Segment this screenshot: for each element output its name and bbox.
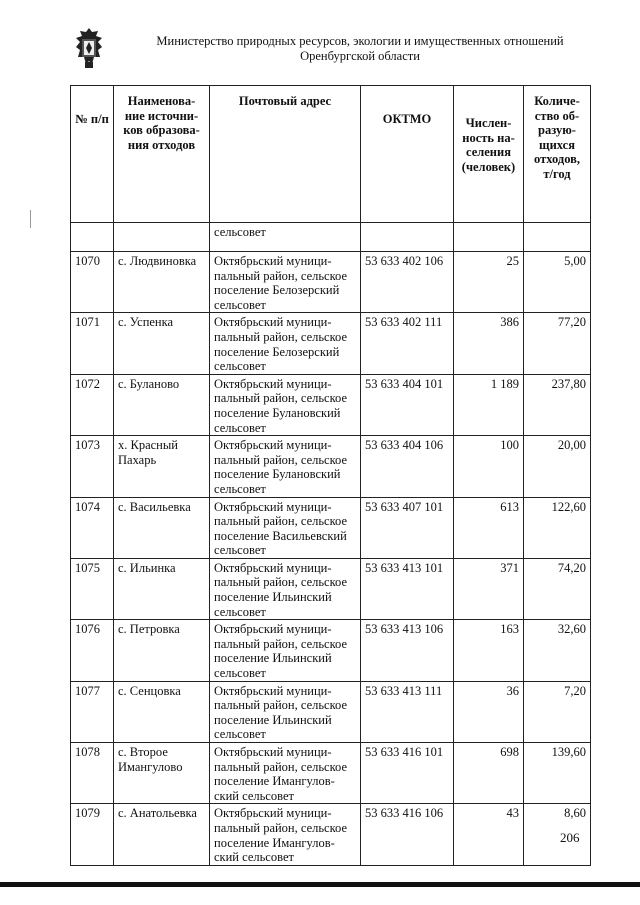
table-row xyxy=(71,436,591,497)
cell-waste: 77,20 xyxy=(524,313,591,374)
cell-num: 1073 xyxy=(71,436,114,497)
margin-mark xyxy=(30,210,31,228)
cell-name: с. Анатольевка xyxy=(114,804,210,865)
cell-address: Октябрьский муници-пальный район, сельское поселение Белозерский сельсовет xyxy=(210,313,361,374)
cell-address: Октябрьский муници-пальный район, сельское поселение Белозерский сельсовет xyxy=(210,252,361,313)
coat-of-arms-icon xyxy=(72,26,106,70)
cell-oktmo: 53 633 402 111 xyxy=(361,313,454,374)
header-num: № п/п xyxy=(71,86,114,223)
cell-num: 1078 xyxy=(71,743,114,804)
cell-population: 36 xyxy=(454,681,524,742)
cell-waste: 32,60 xyxy=(524,620,591,681)
cell-address: Октябрьский муници-пальный район, сельское поселение Имангулов-ский сельсовет xyxy=(210,743,361,804)
cell-population: 163 xyxy=(454,620,524,681)
table-row xyxy=(71,313,591,374)
cell-oktmo: 53 633 404 101 xyxy=(361,374,454,435)
cell-address: Октябрьский муници-пальный район, сельское поселение Имангулов-ский сельсовет xyxy=(210,804,361,865)
cell-num: 1079 xyxy=(71,804,114,865)
cell-num: 1070 xyxy=(71,252,114,313)
cell-population: 25 xyxy=(454,252,524,313)
cell-name: с. Успенка xyxy=(114,313,210,374)
cell-waste: 237,80 xyxy=(524,374,591,435)
header-name: Наименова-ние источни-ков образова-ния отходов xyxy=(114,86,210,223)
cell-num: 1076 xyxy=(71,620,114,681)
continuation-row xyxy=(71,223,591,252)
cell-num: 1077 xyxy=(71,681,114,742)
cell-name: с. Васильевка xyxy=(114,497,210,558)
cell-name: с. Второе Имангулово xyxy=(114,743,210,804)
table-row xyxy=(71,620,591,681)
cell-oktmo: 53 633 413 111 xyxy=(361,681,454,742)
cell-address: Октябрьский муници-пальный район, сельское поселение Ильинский сельсовет xyxy=(210,558,361,619)
cell-num: 1072 xyxy=(71,374,114,435)
cell-address: Октябрьский муници-пальный район, сельское поселение Васильевский сельсовет xyxy=(210,497,361,558)
cell-population: 613 xyxy=(454,497,524,558)
header-population: Числен-ность на-селения (человек) xyxy=(454,86,524,223)
table-row xyxy=(71,374,591,435)
continuation-text: сельсовет xyxy=(210,223,361,252)
cell-name: с. Ильинка xyxy=(114,558,210,619)
waste-sources-table xyxy=(70,85,591,866)
cell-address: Октябрьский муници-пальный район, сельское поселение Ильинский сельсовет xyxy=(210,681,361,742)
cell-waste: 139,60 xyxy=(524,743,591,804)
cell-name: с. Буланово xyxy=(114,374,210,435)
cell-num: 1074 xyxy=(71,497,114,558)
cell-population: 1 189 xyxy=(454,374,524,435)
cell-population: 698 xyxy=(454,743,524,804)
header-line-1: Министерство природных ресурсов, экологии и имущественных отношений xyxy=(156,34,564,48)
header-address: Почтовый адрес xyxy=(210,86,361,223)
cell-num: 1075 xyxy=(71,558,114,619)
cell-address: Октябрьский муници-пальный район, сельское поселение Булановский сельсовет xyxy=(210,436,361,497)
header-waste: Количе-ство об-разую-щихся отходов, т/год xyxy=(524,86,591,223)
cell-waste: 74,20 xyxy=(524,558,591,619)
table-row xyxy=(71,252,591,313)
cell-oktmo: 53 633 402 106 xyxy=(361,252,454,313)
cell-oktmo: 53 633 416 101 xyxy=(361,743,454,804)
table-row xyxy=(71,681,591,742)
table-row xyxy=(71,558,591,619)
header-oktmo: ОКТМО xyxy=(361,86,454,223)
header-line-2: Оренбургской области xyxy=(300,49,420,63)
document-header xyxy=(120,34,600,64)
cell-population: 371 xyxy=(454,558,524,619)
table-header-row xyxy=(71,86,591,223)
cell-address: Октябрьский муници-пальный район, сельское поселение Булановский сельсовет xyxy=(210,374,361,435)
cell-num: 1071 xyxy=(71,313,114,374)
cell-waste: 20,00 xyxy=(524,436,591,497)
table-row xyxy=(71,743,591,804)
cell-name: с. Людвиновка xyxy=(114,252,210,313)
cell-waste: 5,00 xyxy=(524,252,591,313)
cell-waste: 7,20 xyxy=(524,681,591,742)
cell-population: 43 xyxy=(454,804,524,865)
page-number: 206 xyxy=(560,830,580,845)
cell-population: 386 xyxy=(454,313,524,374)
table-row xyxy=(71,804,591,865)
cell-name: с. Петровка xyxy=(114,620,210,681)
cell-oktmo: 53 633 407 101 xyxy=(361,497,454,558)
cell-oktmo: 53 633 413 106 xyxy=(361,620,454,681)
footer-rule xyxy=(0,882,640,887)
table-row xyxy=(71,497,591,558)
cell-oktmo: 53 633 416 106 xyxy=(361,804,454,865)
cell-name: с. Сенцовка xyxy=(114,681,210,742)
cell-name: х. Красный Пахарь xyxy=(114,436,210,497)
cell-address: Октябрьский муници-пальный район, сельское поселение Ильинский сельсовет xyxy=(210,620,361,681)
cell-waste: 8,60 xyxy=(524,804,591,865)
cell-oktmo: 53 633 413 101 xyxy=(361,558,454,619)
cell-population: 100 xyxy=(454,436,524,497)
cell-oktmo: 53 633 404 106 xyxy=(361,436,454,497)
cell-waste: 122,60 xyxy=(524,497,591,558)
